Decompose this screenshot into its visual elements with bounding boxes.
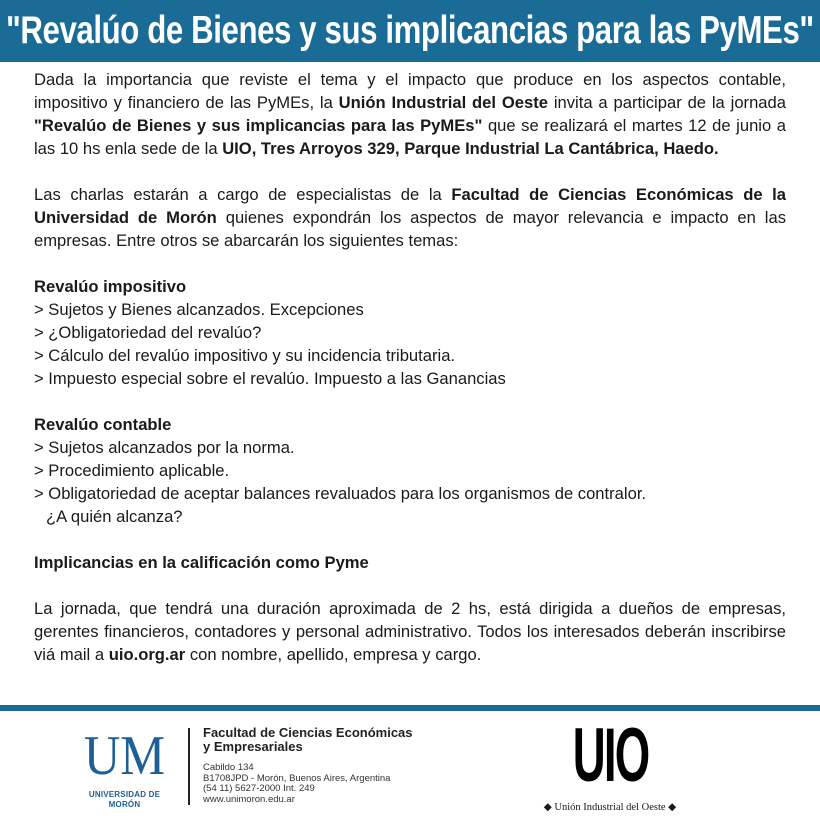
topic-item: > Cálculo del revalúo impositivo y su incidencia tributaria. xyxy=(34,346,456,365)
universidad-de-moron-logo xyxy=(72,724,177,810)
faculty-title xyxy=(203,726,413,754)
text-segment: Dada la importancia que reviste el tema y el impacto que produce en los aspectos contable, impositivo y financiero de las PyMEs, la xyxy=(34,70,786,112)
topic-section xyxy=(34,551,786,574)
text-segment: que se realizará el martes 12 de junio a las 10 hs enla sede de la xyxy=(34,116,786,158)
address-line: B1708JPD - Morón, Buenos Aires, Argentina xyxy=(203,772,391,784)
topic-item: ¿A quién alcanza? xyxy=(46,507,183,526)
intro-paragraph xyxy=(34,68,786,160)
uio-logo-caption: ◆ Unión Industrial del Oeste ◆ xyxy=(543,802,677,813)
bold-text: "Revalúo de Bienes y sus implicancias para las PyMEs" xyxy=(34,116,483,135)
website-line: www.unimoron.edu.ar xyxy=(203,793,295,805)
topic-item: > Impuesto especial sobre el revalúo. Impuesto a las Ganancias xyxy=(34,369,506,388)
section-heading: Revalúo contable xyxy=(34,415,172,434)
um-logo-name: UNIVERSIDAD DE MORÓN xyxy=(88,790,161,809)
text-segment: invita a participar de la jornada xyxy=(547,93,786,112)
topic-section xyxy=(34,275,786,390)
bold-text: Unión Industrial del Oeste xyxy=(338,93,548,112)
um-logo-letters: UM xyxy=(83,725,166,787)
section-heading: Implicancias en la calificación como Pyme xyxy=(34,553,369,572)
topic-item: > Procedimiento aplicable. xyxy=(34,461,230,480)
uio-logo-letters: UIO xyxy=(572,713,649,798)
text-segment: quienes expondrán los aspectos de mayor relevancia e impacto en las empresas. Entre otros se abarcarán los siguientes temas: xyxy=(34,208,786,250)
title-banner xyxy=(0,0,820,62)
section-heading: Revalúo impositivo xyxy=(34,277,187,296)
divider-bar xyxy=(0,705,820,711)
topic-item: > Obligatoriedad de aceptar balances revaluados para los organismos de contralor. xyxy=(34,484,647,503)
topic-item: > Sujetos y Bienes alcanzados. Excepciones xyxy=(34,300,364,319)
closing-paragraph xyxy=(34,597,786,666)
faculty-info xyxy=(203,726,413,805)
faculty-title-line: y Empresariales xyxy=(203,739,303,754)
bold-text: uio.org.ar xyxy=(108,645,186,664)
topic-item: > Sujetos alcanzados por la norma. xyxy=(34,438,295,457)
body-text xyxy=(34,68,786,689)
topic-item: > ¿Obligatoriedad del revalúo? xyxy=(34,323,262,342)
faculty-title-line: Facultad de Ciencias Económicas xyxy=(203,725,413,740)
text-segment: La jornada, que tendrá una duración aproximada de 2 hs, está dirigida a dueños de empresas, gerentes financieros, contadores y personal administrativo. Todos los interesados deberán inscribirse viá mail a xyxy=(34,599,786,664)
page-title: "Revalúo de Bienes y sus implicancias para las PyMEs" xyxy=(6,9,814,52)
text-segment: Las charlas estarán a cargo de especialistas de la xyxy=(34,185,452,204)
uio-logo xyxy=(543,713,677,814)
text-segment: con nombre, apellido, empresa y cargo. xyxy=(185,645,482,664)
bold-text: Facultad de Ciencias Económicas de la Universidad de Morón xyxy=(34,185,786,227)
bold-text: UIO, Tres Arroyos 329, Parque Industrial La Cantábrica, Haedo. xyxy=(222,139,719,158)
topic-section xyxy=(34,413,786,528)
faculty-address xyxy=(203,763,413,805)
logo-divider xyxy=(188,728,190,805)
address-line: Cabildo 134 xyxy=(203,762,254,773)
phone-line: (54 11) 5627-2000 Int. 249 xyxy=(203,783,315,794)
intro-paragraph xyxy=(34,183,786,252)
